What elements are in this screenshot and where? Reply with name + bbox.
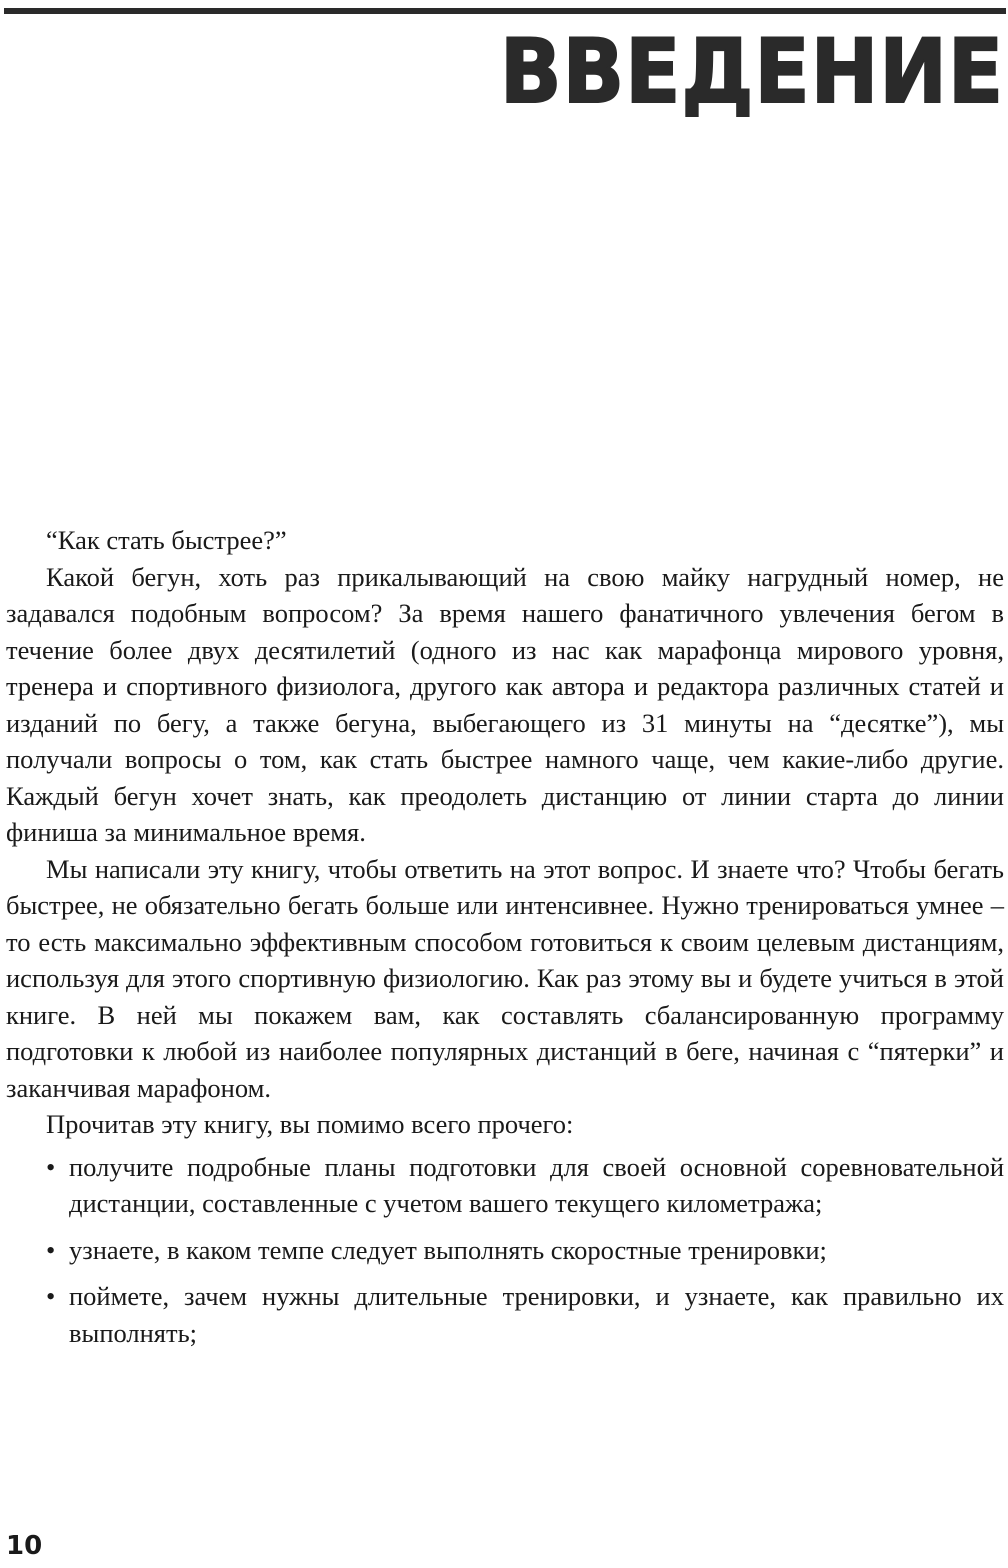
bullet-list (6, 1149, 1004, 1352)
list-item-text: получите подробные планы подготовки для своей основной соревновательной дистанции, составленные с учетом вашего текущего километража; (69, 1151, 1004, 1218)
paragraph-purpose: Мы написали эту книгу, чтобы ответить на этот вопрос. И знаете что? Чтобы бегать быстрее, не обязательно бегать больше или интенсивнее. Нужно тренироваться умнее – то есть максимально эффективным способом готовиться к своим целевым дистанциям, используя для этого спортивную физиологию. Как раз этому вы и будете учиться в этой книге. В ней мы покажем вам, как составлять сбалансированную программу подготовки к любой из наиболее популярных дистанций в беге, начиная с “пятерки” и заканчивая марафоном. (6, 853, 1004, 1103)
bullet-marker: • (46, 1151, 56, 1182)
top-rule (4, 8, 1006, 14)
list-item (6, 1232, 1004, 1269)
list-item-text: узнаете, в каком темпе следует выполнять скоростные тренировки; (69, 1234, 827, 1265)
paragraph-intro: Какой бегун, хоть раз прикалывающий на свою майку нагрудный номер, не задавался подобным вопросом? За время нашего фанатичного увлечения бегом в течение более двух десятилетий (одного из нас как марафонца мирового уровня, тренера и спортивного физиолога, другого как автора и редактора различных статей и изданий по бегу, а также бегуна, выбегающего из 31 минуты на “десятке”), мы получали вопросы о том, как стать быстрее намного чаще, чем какие-либо другие. Каждый бегун хочет знать, как преодолеть дистанцию от линии старта до линии финиша за минимальное время. (6, 561, 1004, 847)
paragraph-list-lead: Прочитав эту книгу, вы помимо всего прочего: (46, 1109, 574, 1139)
bullet-marker: • (46, 1234, 56, 1265)
list-item (6, 1149, 1004, 1222)
chapter-title: ВВЕДЕНИЕ (499, 20, 1004, 123)
list-item (6, 1278, 1004, 1351)
list-item-text: поймете, зачем нужны длительные тренировки, и узнаете, как правильно их выполнять; (69, 1281, 1004, 1348)
paragraph-question: “Как стать быстрее?” (46, 525, 287, 555)
page-number: 10 (6, 1531, 43, 1561)
body-text (6, 522, 1004, 1361)
bullet-marker: • (46, 1281, 56, 1311)
